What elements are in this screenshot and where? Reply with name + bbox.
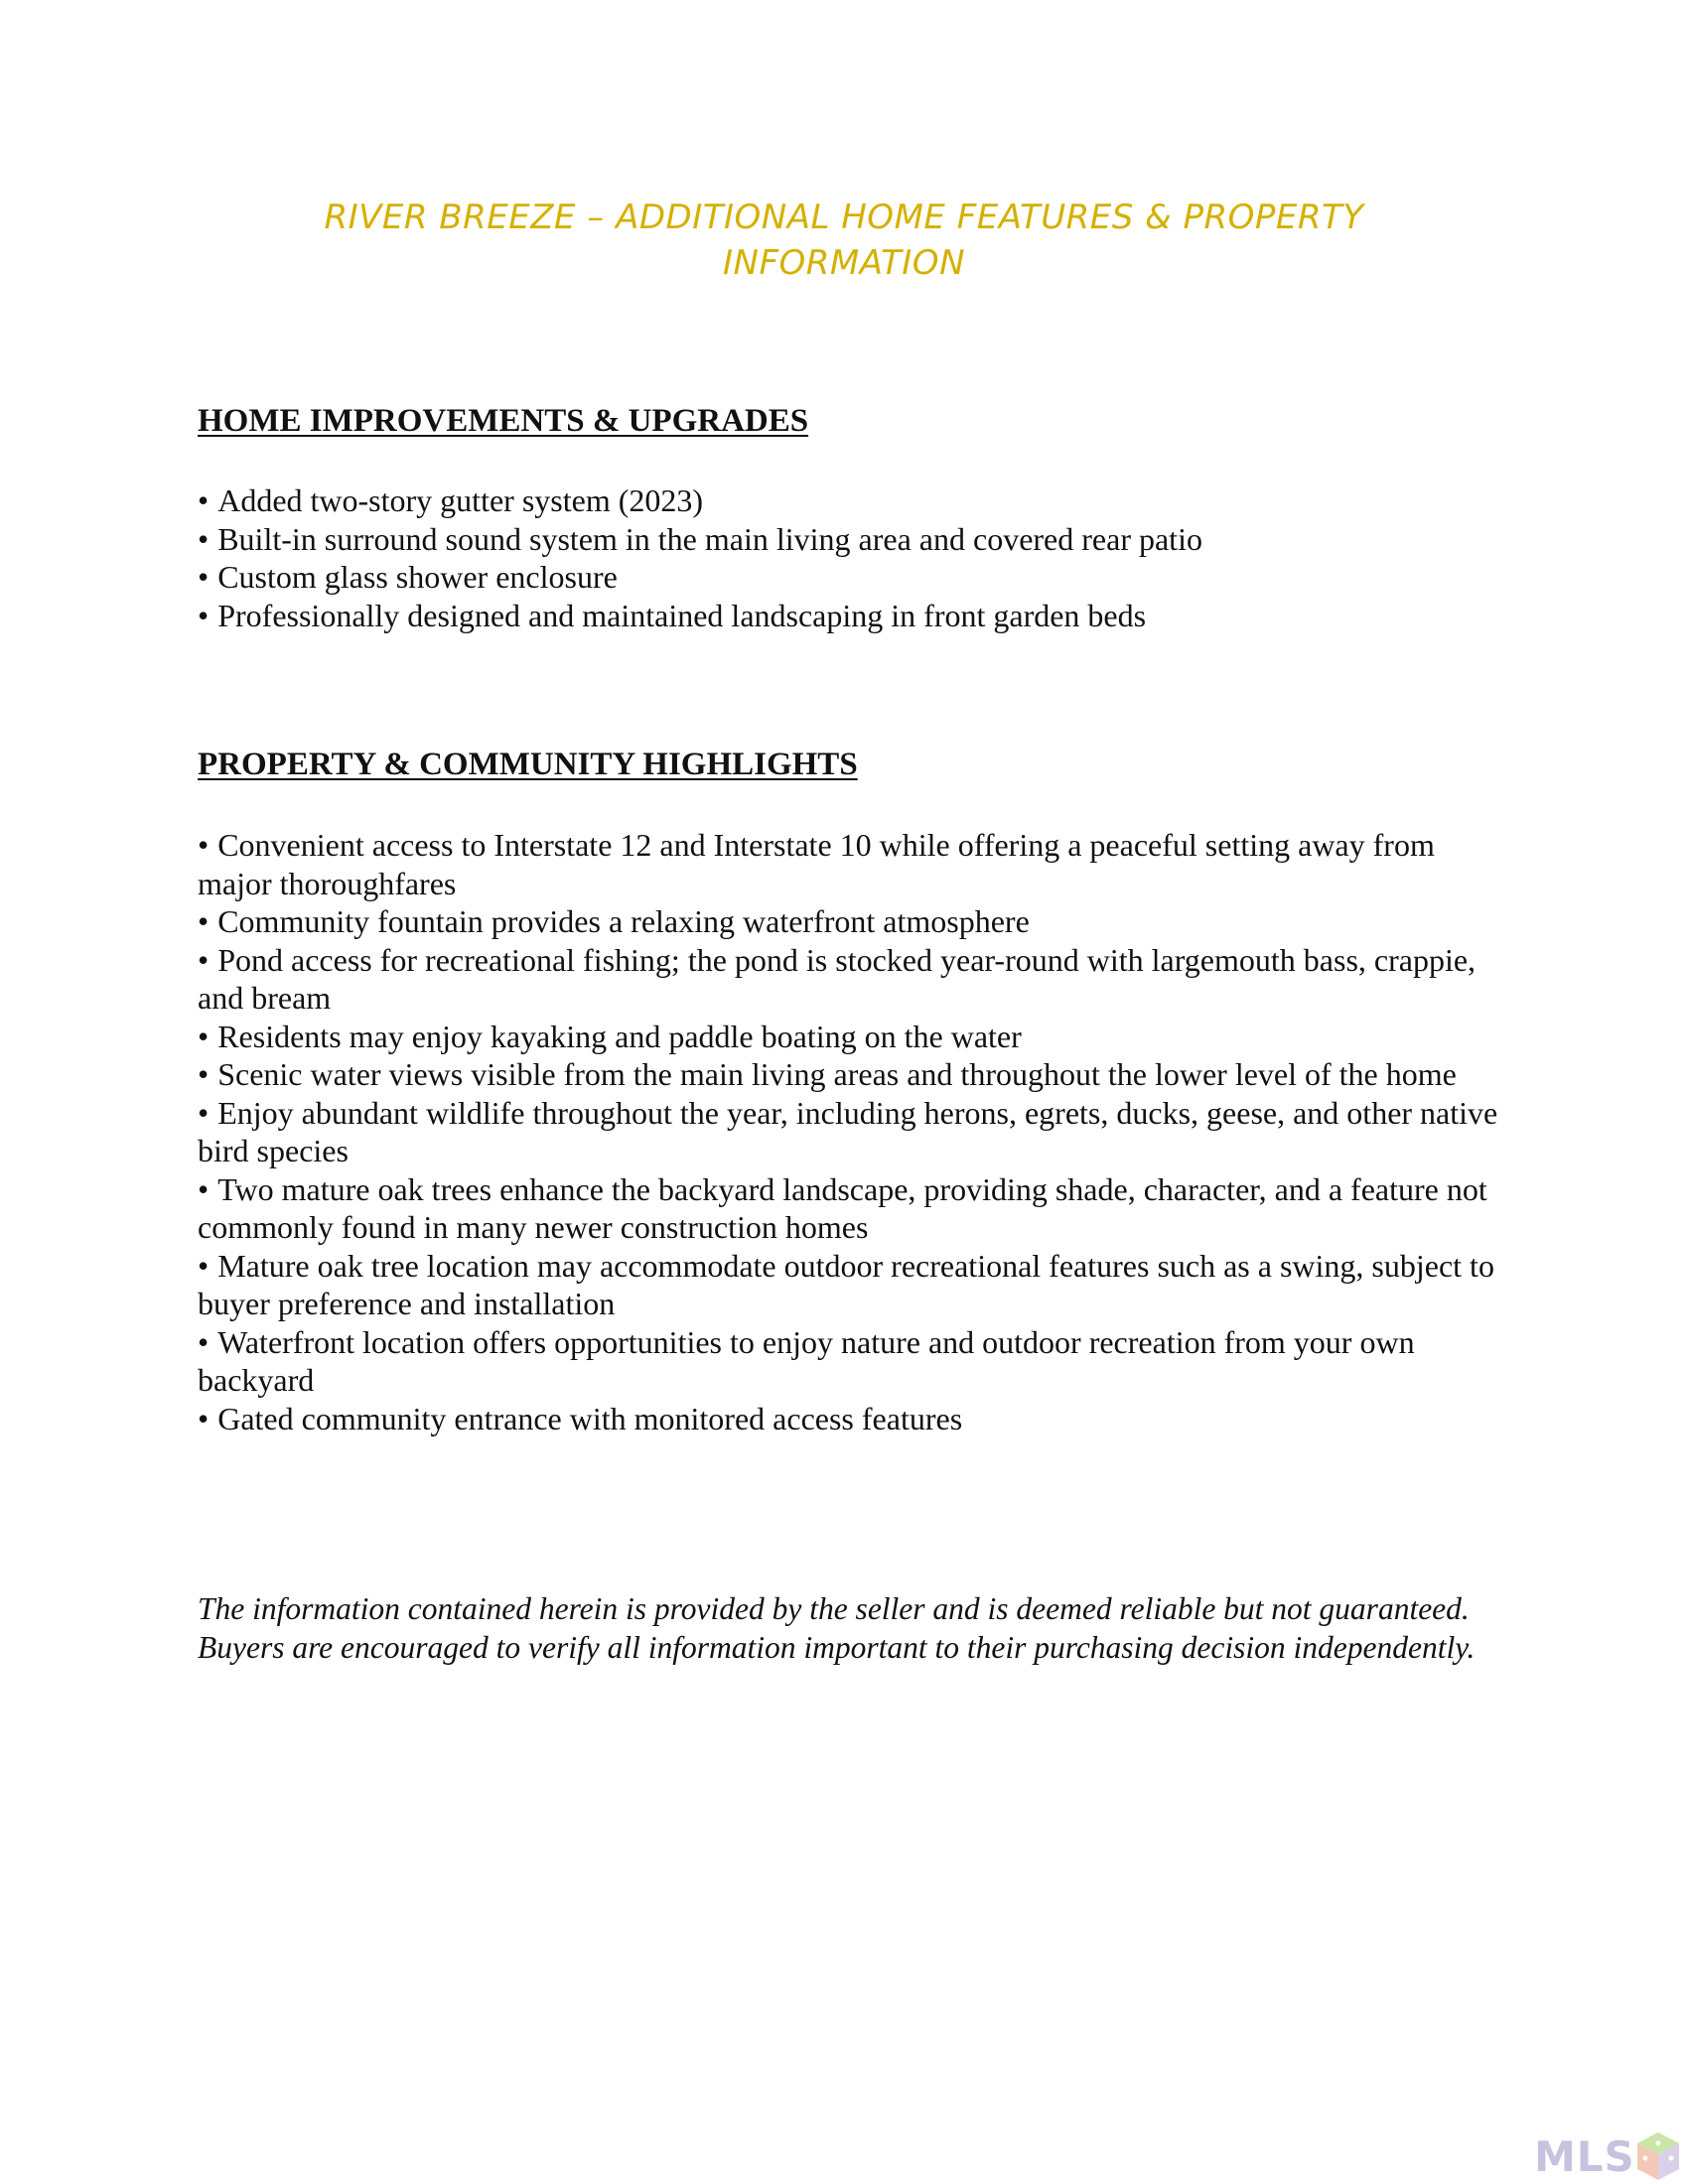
home-improvements-heading: HOME IMPROVEMENTS & UPGRADES — [198, 403, 809, 439]
home-improvement-item — [198, 520, 1498, 559]
list-item-text: Mature oak tree location may accommodate outdoor recreational features such as a swing, subject to buyer preference and installation — [198, 1247, 1494, 1321]
bullet-icon: • — [198, 597, 210, 633]
list-item-text: Convenient access to Interstate 12 and Interstate 10 while offering a peaceful setting away from major thoroughfares — [198, 827, 1435, 901]
disclaimer-text: The information contained herein is provided by the seller and is deemed reliable but not guaranteed. Buyers are encouraged to verify all information important to their purchasing decision independently. — [198, 1591, 1476, 1665]
property-highlight-item — [198, 1055, 1498, 1094]
list-item-text: Enjoy abundant wildlife throughout the year, including herons, egrets, ducks, geese, and other native bird species — [198, 1094, 1498, 1168]
bullet-icon: • — [198, 1094, 210, 1131]
title-line-1: RIVER BREEZE – ADDITIONAL HOME FEATURES & PROPERTY — [324, 198, 1364, 237]
bullet-icon: • — [198, 941, 210, 978]
bullet-icon: • — [198, 1247, 210, 1284]
list-item-text: Custom glass shower enclosure — [217, 559, 618, 595]
bullet-icon: • — [198, 827, 210, 863]
list-item-text: Pond access for recreational fishing; the pond is stocked year-round with largemouth bass, crappie, and bream — [198, 941, 1477, 1016]
property-highlight-item — [198, 1400, 1498, 1438]
bullet-icon: • — [198, 559, 210, 595]
property-highlights-list — [198, 826, 1498, 1437]
home-improvement-item — [198, 481, 1498, 520]
logo-text: MLS — [1534, 2131, 1635, 2181]
bullet-icon: • — [198, 1323, 210, 1360]
list-item-text: Added two-story gutter system (2023) — [217, 482, 704, 518]
property-highlight-item — [198, 902, 1498, 941]
property-highlight-item — [198, 1170, 1498, 1247]
home-improvements-list — [198, 481, 1498, 634]
bullet-icon: • — [198, 520, 210, 557]
property-highlight-item — [198, 1094, 1498, 1170]
bullet-icon: • — [198, 1170, 210, 1207]
title-line-2: INFORMATION — [722, 243, 965, 283]
property-highlight-item — [198, 826, 1498, 902]
property-highlight-item — [198, 1018, 1498, 1056]
bullet-icon: • — [198, 1018, 210, 1054]
list-item-text: Gated community entrance with monitored access features — [217, 1400, 963, 1436]
home-improvement-item — [198, 558, 1498, 597]
bullet-icon: • — [198, 1400, 210, 1436]
bullet-icon: • — [198, 903, 210, 939]
property-highlight-item — [198, 1323, 1498, 1400]
list-item-text: Waterfront location offers opportunities to enjoy nature and outdoor recreation from your own backyard — [198, 1323, 1415, 1398]
list-item-text: Professionally designed and maintained landscaping in front garden beds — [217, 597, 1147, 633]
cube-icon — [1635, 2130, 1681, 2182]
property-highlight-item — [198, 941, 1498, 1018]
list-item-text: Built-in surround sound system in the main living area and covered rear patio — [217, 520, 1202, 557]
list-item-text: Community fountain provides a relaxing waterfront atmosphere — [217, 903, 1030, 939]
list-item-text: Residents may enjoy kayaking and paddle boating on the water — [217, 1018, 1022, 1054]
document-title — [199, 195, 1489, 286]
home-improvement-item — [198, 597, 1498, 635]
mls-logo — [1534, 2128, 1683, 2184]
bullet-icon: • — [198, 1056, 210, 1092]
list-item-text: Two mature oak trees enhance the backyard landscape, providing shade, character, and a feature not commonly found in many newer construction homes — [198, 1170, 1487, 1245]
property-highlight-item — [198, 1247, 1498, 1323]
list-item-text: Scenic water views visible from the main living areas and throughout the lower level of the home — [217, 1056, 1457, 1092]
property-highlights-heading: PROPERTY & COMMUNITY HIGHLIGHTS — [198, 747, 858, 782]
bullet-icon: • — [198, 482, 210, 518]
